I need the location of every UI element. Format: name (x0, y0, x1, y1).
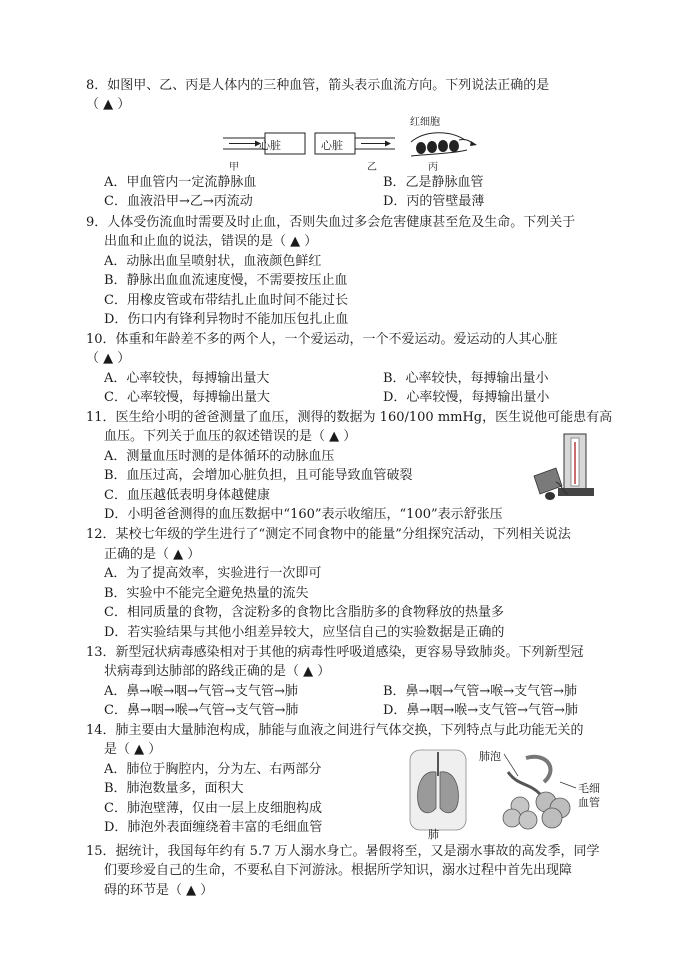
q9-stem-line2: 出血和止血的说法，错误的是（ ▲ ） (104, 234, 318, 249)
q8-option-c: C．血液沿甲→乙→丙流动 (104, 194, 253, 209)
q9-option-c: C．用橡皮管或布带结扎止血时间不能过长 (104, 293, 348, 308)
q14-stem-line2: 是（ ▲ ） (104, 742, 162, 757)
heart-label-2: 心脏 (321, 139, 343, 152)
q13-option-b: B．鼻→咽→气管→喉→支气管→肺 (383, 684, 578, 699)
lung-label: 肺 (428, 828, 439, 841)
q15-stem-line1: 15．据统计，我国每年约有 5.7 万人溺水身亡。暑假将至，又是溺水事故的高发季，同学 (86, 844, 600, 859)
q8-option-d: D．丙的管壁最薄 (383, 194, 485, 209)
rbc-1 (416, 142, 426, 154)
capillary-label-line2: 血管 (578, 796, 600, 809)
q11-option-c: C．血压越低表明身体越健康 (104, 488, 270, 503)
yi-label: 乙 (367, 162, 377, 173)
q10-stem-line1: 10．体重和年龄差不多的两个人，一个爱运动，一个不爱运动。爱运动的人其心脏 (86, 332, 558, 347)
rbc-3 (438, 140, 448, 152)
capillary-label-line1: 毛细 (578, 782, 600, 795)
q15-stem-line3: 碍的环节是（ ▲ ） (104, 883, 214, 898)
q12-option-c: C．相同质量的食物，含淀粉多的食物比含脂肪多的食物释放的热量多 (104, 605, 504, 620)
jia-label: 甲 (229, 162, 239, 173)
q11-option-d: D．小明爸爸测得的血压数据中“160”表示收缩压，“100”表示舒张压 (104, 507, 503, 522)
rbc-4 (449, 140, 459, 152)
q13-option-c: C．鼻→咽→喉→气管→支气管→肺 (104, 703, 299, 718)
q8-vessels-figure (215, 112, 485, 174)
q10-option-b: B．心率较快，每搏输出量小 (383, 371, 549, 386)
q10-stem-line2: （ ▲ ） (86, 351, 131, 366)
q9-option-a: A．动脉出血呈喷射状，血液颜色鲜红 (104, 254, 322, 269)
q8-option-b: B．乙是静脉血管 (383, 175, 484, 190)
q8-stem-line1: 8．如图甲、乙、丙是人体内的三种血管，箭头表示血流方向。下列说法正确的是 (86, 78, 550, 93)
bing-arrow (470, 141, 477, 146)
q12-stem-line1: 12．某校七年级的学生进行了“测定不同食物中的能量”分组探究活动，下列相关说法 (86, 527, 571, 542)
q11-option-a: A．测量血压时测的是体循环的动脉血压 (104, 449, 335, 464)
q9-stem-line1: 9．人体受伤流血时需要及时止血，否则失血过多会危害健康甚至危及生命。下列关于 (86, 215, 576, 230)
q8-option-a: A．甲血管内一定流静脉血 (104, 175, 257, 190)
q15-stem-line2: 们要珍爱自己的生命，不要私自下河游泳。根据所学知识，溺水过程中首先出现障 (104, 863, 573, 878)
heart-label-1: 心脏 (259, 139, 281, 152)
q10-option-a: A．心率较快，每搏输出量大 (104, 371, 270, 386)
q14-option-a: A．肺位于胸腔内，分为左、右两部分 (104, 762, 322, 777)
q13-stem-line1: 13．新型冠状病毒感染相对于其他的病毒性呼吸道感染，更容易导致肺炎。下列新型冠 (86, 645, 584, 660)
q10-option-c: C．心率较慢，每搏输出量大 (104, 390, 270, 405)
q11-option-b: B．血压过高，会增加心脏负担，且可能导致血管破裂 (104, 468, 413, 483)
q13-stem-line2: 状病毒到达肺部的路线正确的是（ ▲ ） (104, 664, 331, 679)
q12-option-d: D．若实验结果与其他小组差异较大，应坚信自己的实验数据是正确的 (104, 625, 505, 640)
q14-option-d: D．肺泡外表面缠绕着丰富的毛细血管 (104, 820, 323, 835)
q14-option-c: C．肺泡壁薄，仅由一层上皮细胞构成 (104, 801, 322, 816)
q8-stem-line2: （ ▲ ） (86, 97, 131, 112)
blood-pressure-monitor-image (528, 432, 606, 504)
q11-stem-line2: 血压。下列关于血压的叙述错误的是（ ▲ ） (104, 429, 357, 444)
rbc-2 (427, 141, 437, 153)
q13-option-a: A．鼻→喉→咽→气管→支气管→肺 (104, 684, 298, 699)
bing-label: 丙 (428, 162, 438, 173)
rbc-label: 红细胞 (410, 117, 440, 128)
q11-stem-line1: 11．医生给小明的爸爸测量了血压，测得的数据为 160/100 mmHg，医生说他可能患有高 (86, 410, 613, 425)
q12-stem-line2: 正确的是（ ▲ ） (104, 547, 201, 562)
q14-stem-line1: 14．肺主要由大量肺泡构成，肺能与血液之间进行气体交换，下列特点与此功能无关的 (86, 723, 584, 738)
q9-option-d: D．伤口内有锋利异物时不能加压包扎止血 (104, 312, 349, 327)
q14-option-b: B．肺泡数量多，面积大 (104, 781, 244, 796)
alveoli-label: 肺泡 (479, 750, 501, 763)
q13-option-d: D．鼻→咽→喉→支气管→气管→肺 (383, 703, 578, 718)
q10-option-d: D．心率较慢，每搏输出量小 (383, 390, 550, 405)
q12-option-a: A．为了提高效率，实验进行一次即可 (104, 566, 322, 581)
q12-option-b: B．实验中不能完全避免热量的流失 (104, 586, 309, 601)
q9-option-b: B．静脉出血血流速度慢，不需要按压止血 (104, 273, 348, 288)
